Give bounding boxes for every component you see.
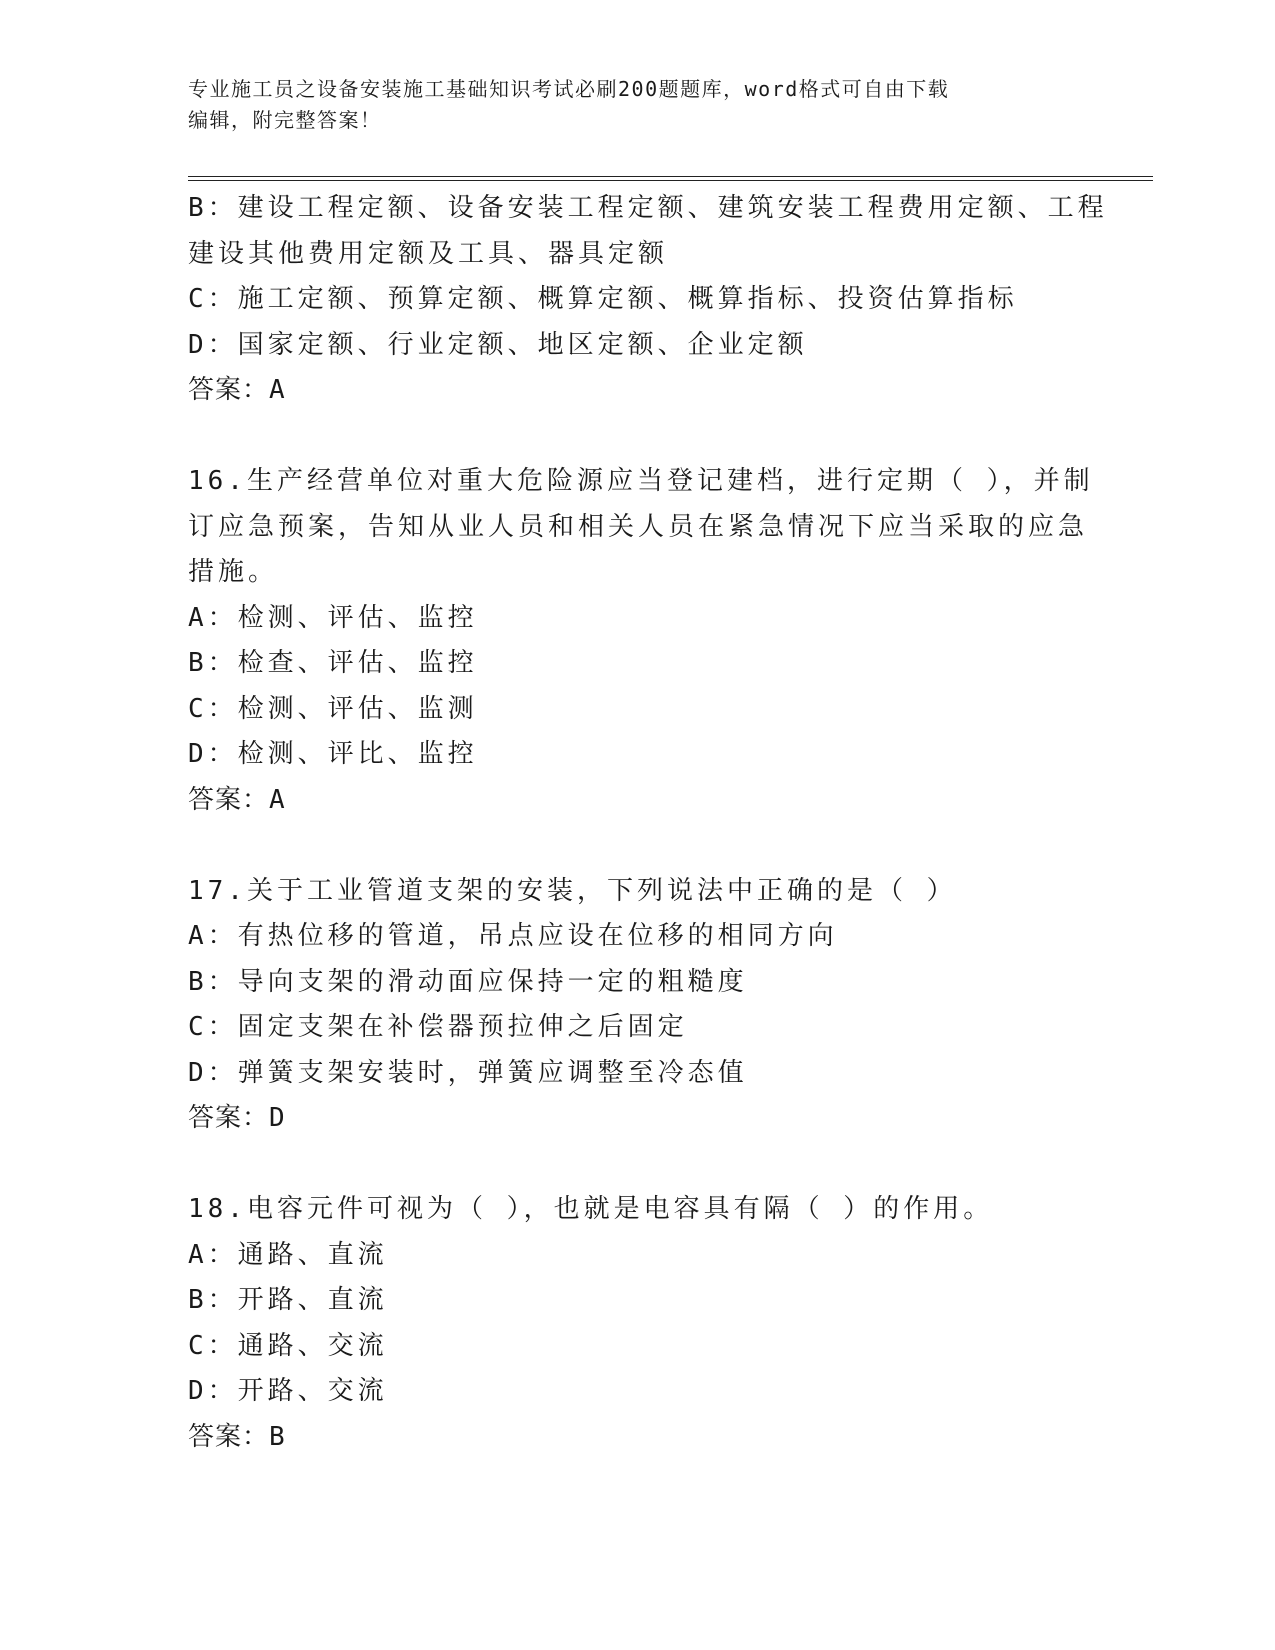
question-stem: 订应急预案，告知从业人员和相关人员在紧急情况下应当采取的应急 xyxy=(188,511,1089,542)
block-spacer xyxy=(188,1142,1088,1188)
option-c: C：通路、交流 xyxy=(188,1330,388,1361)
header-title-line-1: 专业施工员之设备安装施工基础知识考试必刷200题题库，word格式可自由下载 xyxy=(188,77,950,101)
answer-line: 答案：A xyxy=(188,375,286,405)
question-16 xyxy=(188,459,1094,823)
question-content xyxy=(188,186,1108,1460)
option-a: A：通路、直流 xyxy=(188,1239,388,1270)
option-b: B：检查、评估、监控 xyxy=(188,648,478,678)
option-d: D：开路、交流 xyxy=(188,1376,388,1406)
option-d: D：弹簧支架安装时，弹簧应调整至冷态值 xyxy=(188,1057,748,1088)
option-b: B：建设工程定额、设备安装工程定额、建筑安装工程费用定额、工程 xyxy=(188,193,1108,223)
header-divider xyxy=(188,176,1153,181)
option-a: A：有热位移的管道，吊点应设在位移的相同方向 xyxy=(188,921,838,951)
header-title-line-2: 编辑，附完整答案！ xyxy=(188,108,382,132)
answer-line: 答案：D xyxy=(188,1103,286,1133)
question-stem: 17.关于工业管道支架的安装，下列说法中正确的是（ ） xyxy=(188,875,957,906)
question-stem: 16.生产经营单位对重大危险源应当登记建档，进行定期（ ），并制 xyxy=(188,466,1094,496)
answer-line: 答案：A xyxy=(188,784,286,815)
question-17 xyxy=(188,869,1088,1142)
option-c: C：施工定额、预算定额、概算定额、概算指标、投资估算指标 xyxy=(188,284,1018,314)
block-spacer xyxy=(188,823,1088,869)
block-spacer xyxy=(188,414,1088,460)
option-b: B：导向支架的滑动面应保持一定的粗糙度 xyxy=(188,966,748,997)
option-b-continued: 建设其他费用定额及工具、器具定额 xyxy=(188,238,669,269)
document-header xyxy=(188,74,1068,136)
option-d: D：检测、评比、监控 xyxy=(188,739,478,769)
option-d: D：国家定额、行业定额、地区定额、企业定额 xyxy=(188,329,808,360)
question-stem: 18.电容元件可视为（ ），也就是电容具有隔（ ）的作用。 xyxy=(188,1194,994,1224)
option-a: A：检测、评估、监控 xyxy=(188,602,478,633)
answer-line: 答案：B xyxy=(188,1421,286,1452)
question-stem: 措施。 xyxy=(188,557,279,587)
option-c: C：固定支架在补偿器预拉伸之后固定 xyxy=(188,1012,688,1042)
option-c: C：检测、评估、监测 xyxy=(188,693,478,724)
option-b: B：开路、直流 xyxy=(188,1285,388,1315)
question-18 xyxy=(188,1187,1088,1460)
prev-question-block xyxy=(188,186,1108,414)
